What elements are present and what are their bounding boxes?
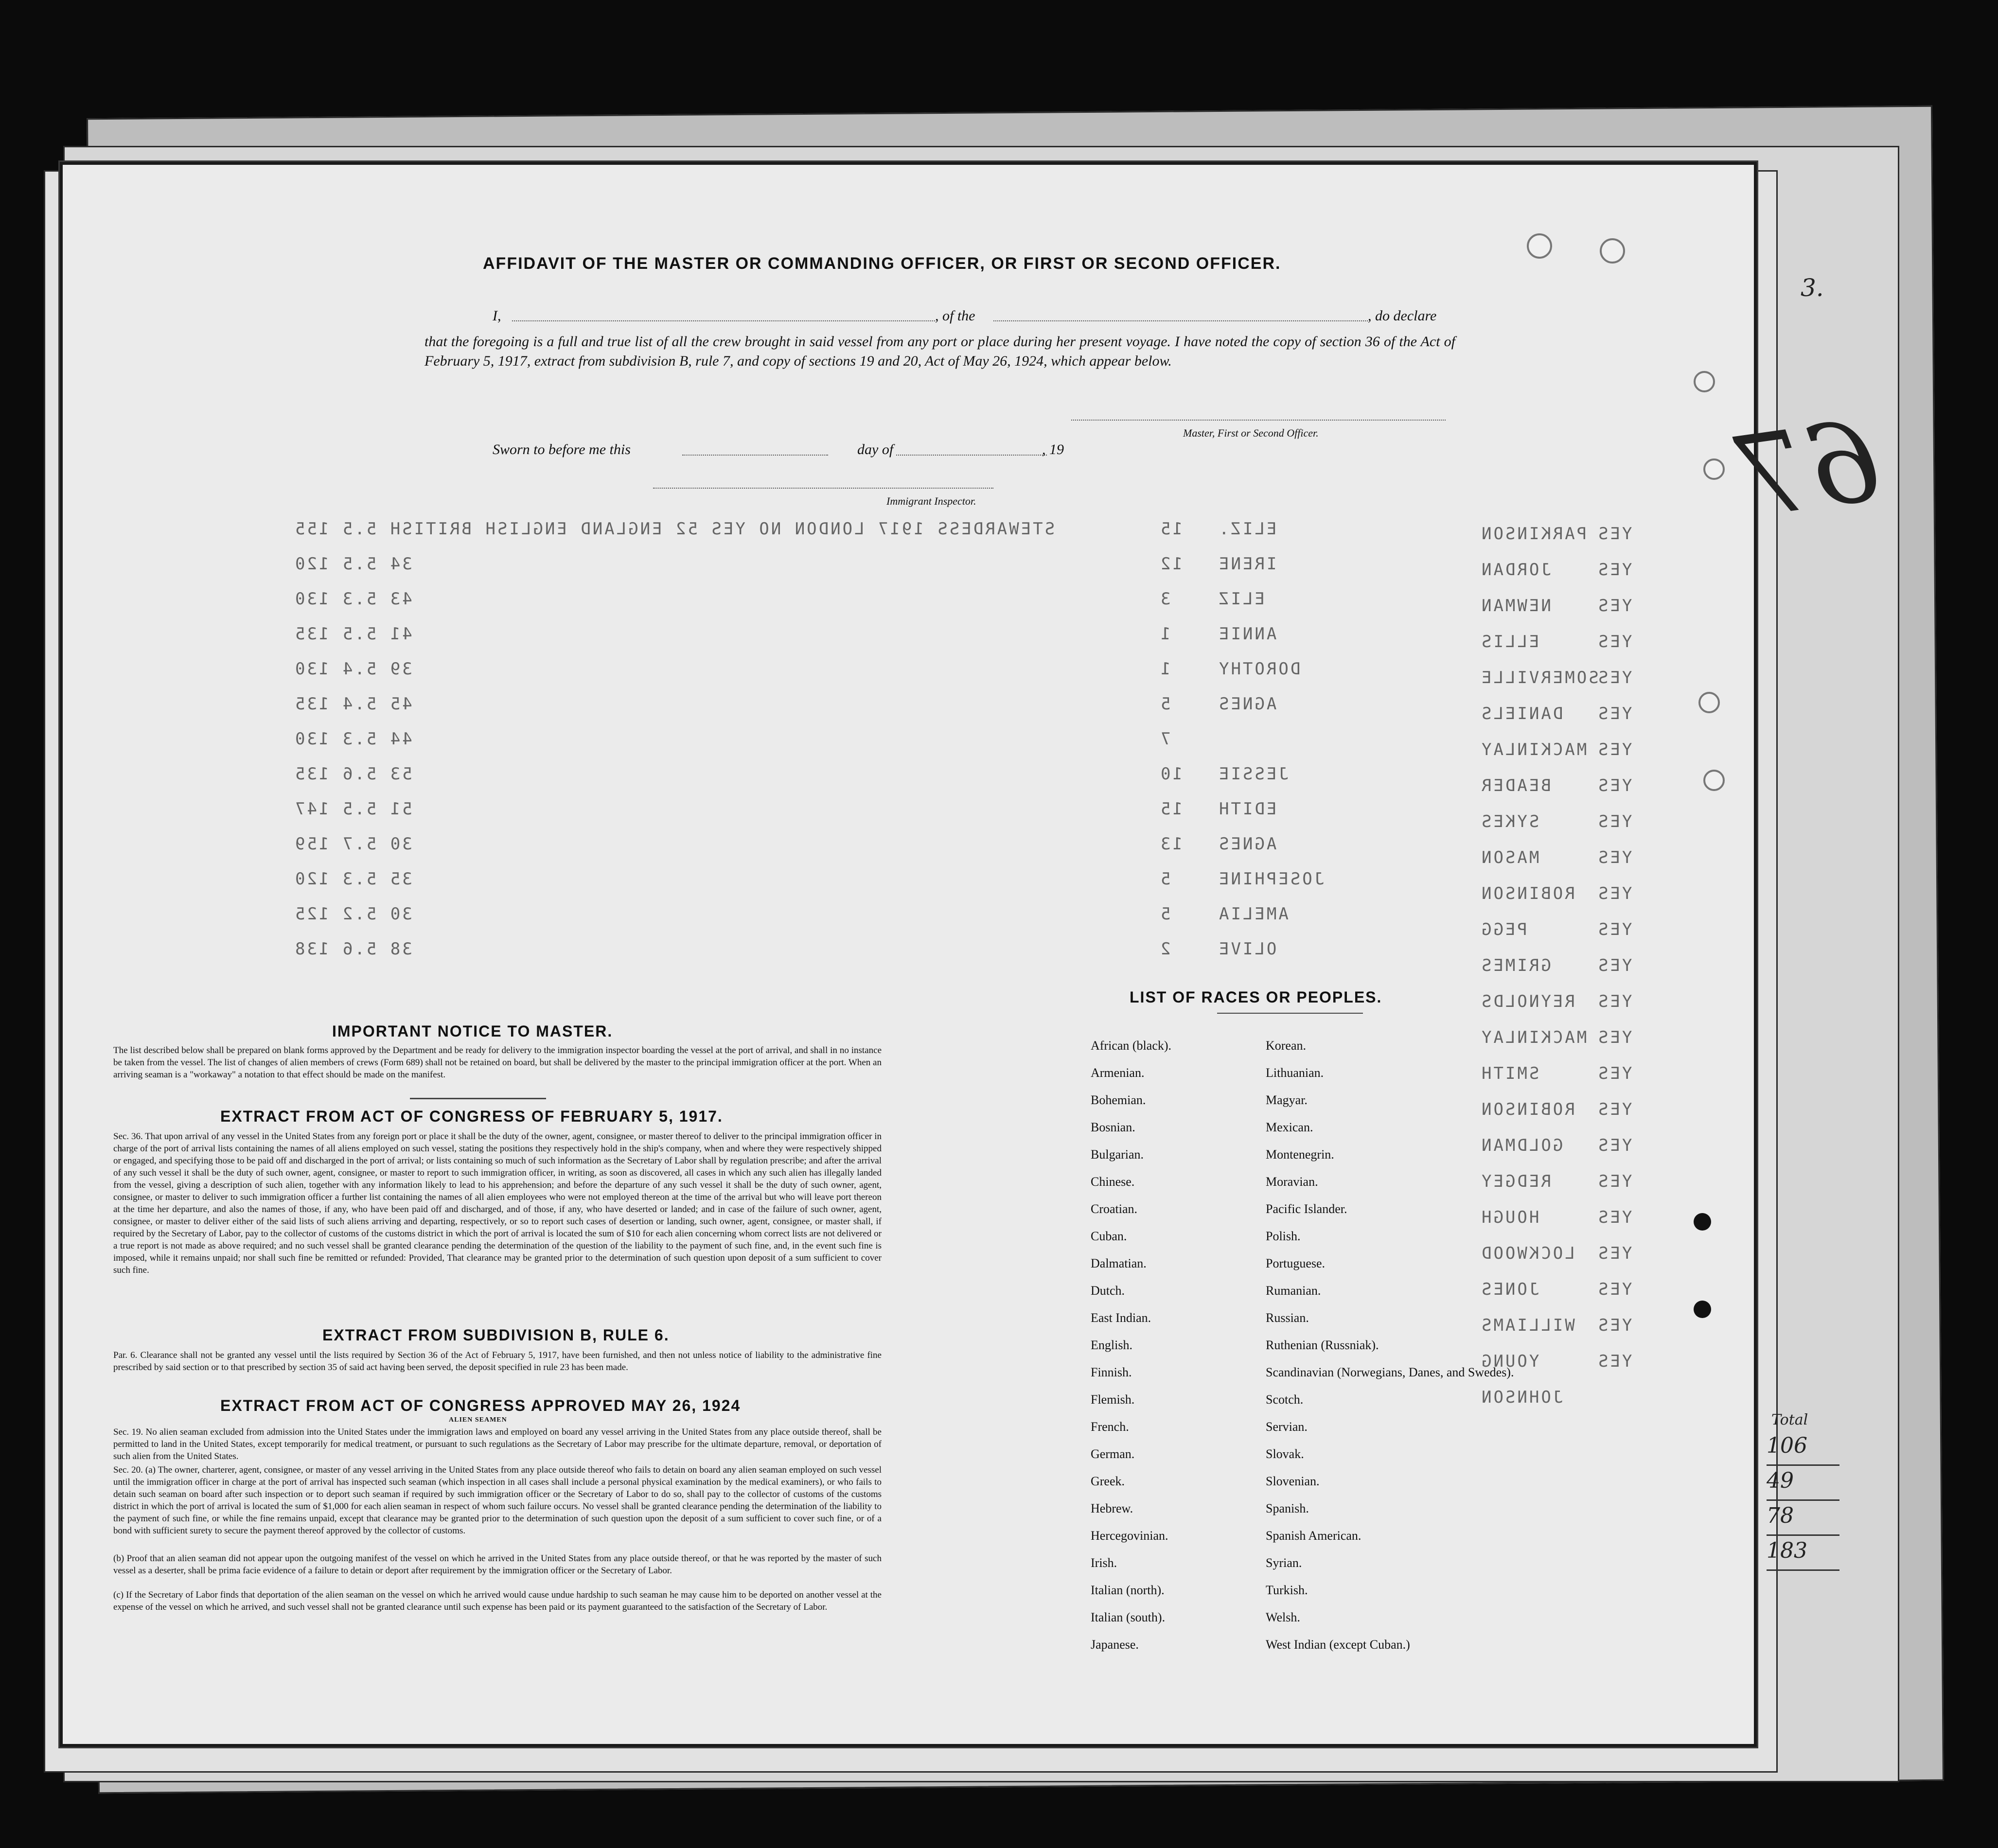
typed-yes: YES (1596, 1280, 1632, 1299)
crew-typed-values: 43 5.3 130 (293, 589, 412, 609)
race-item: Bulgarian. (1091, 1147, 1144, 1162)
sworn-text: Sworn to before me this (493, 441, 631, 458)
race-item: Bohemian. (1091, 1093, 1146, 1107)
tally-value: 49 (1767, 1468, 1839, 1501)
typed-yes: YES (1596, 1244, 1632, 1263)
typed-yes: YES (1596, 668, 1632, 687)
divider (1217, 1013, 1363, 1014)
typed-yes: YES (1596, 992, 1632, 1011)
race-item: Servian. (1266, 1420, 1308, 1434)
crew-typed-firstname: OLIVE (1217, 939, 1277, 959)
race-item: Bosnian. (1091, 1120, 1135, 1134)
crew-typed-count: 1 (1159, 659, 1171, 679)
typed-yes: YES (1596, 596, 1632, 616)
race-item: Slovenian. (1266, 1474, 1320, 1488)
crew-typed-values: 30 5.7 159 (293, 834, 412, 854)
signature-line[interactable] (1071, 420, 1446, 421)
extract-rule6-text: Par. 6. Clearance shall not be granted any vessel until the lists required by Section 36 of the Act of February 5, 1917, have been furnished, and then not unless notice of liability to the administrative fine prescribed by said section or to that prescribed by section 35 of said act having been served, the deposit specified in rule 23 has been made. (113, 1350, 882, 1373)
crew-typed-count: 1 (1159, 624, 1171, 644)
race-item: Ruthenian (Russniak). (1266, 1338, 1379, 1352)
tally-value: 78 (1767, 1503, 1839, 1536)
crew-typed-firstname: EDITH (1217, 799, 1277, 819)
crew-typed-count: 3 (1159, 589, 1171, 609)
race-item: Moravian. (1266, 1175, 1318, 1189)
crew-typed-firstname: ANNIE (1217, 624, 1277, 644)
crew-typed-row (293, 834, 1363, 854)
binder-hole (1703, 458, 1725, 480)
race-item: Portuguese. (1266, 1256, 1326, 1270)
race-item: French. (1091, 1420, 1129, 1434)
crew-typed-count: 10 (1159, 764, 1183, 784)
typed-yes: YES (1596, 920, 1632, 939)
race-item: Chinese. (1091, 1175, 1135, 1189)
race-item: Pacific Islander. (1266, 1202, 1347, 1216)
crew-typed-row (293, 519, 1363, 539)
race-item: English. (1091, 1338, 1132, 1352)
race-item: Slovak. (1266, 1447, 1304, 1461)
extract-rule6-title: EXTRACT FROM SUBDIVISION B, RULE 6. (322, 1326, 670, 1344)
race-item: Dalmatian. (1091, 1256, 1147, 1270)
typed-surname: SMITH (1480, 1064, 1539, 1083)
typed-surname: REYNOLDS (1480, 992, 1575, 1011)
crew-typed-row (293, 904, 1363, 924)
binder-hole (1703, 770, 1725, 791)
crew-typed-row (293, 939, 1363, 959)
crew-typed-firstname: JESSIE (1217, 764, 1289, 784)
binder-hole (1600, 238, 1625, 264)
crew-typed-values: 35 5.3 120 (293, 869, 412, 889)
crew-typed-count: 5 (1159, 694, 1171, 714)
notice-text: The list described below shall be prepared on blank forms approved by the Department and be ready for delivery to the immigration inspector boarding the vessel at the port of arrival, and shall in no instance be taken from the vessel. The list of changes of alien members of crews (Form 689) shall not be retained on board, but shall be delivered by the master to the principal immigration officer at the port. When an arriving seaman is a "workaway" a notation to that effect should be made on the manifest. (113, 1045, 882, 1080)
crew-typed-values: 34 5.5 120 (293, 554, 412, 574)
day-of-text: day of (857, 441, 894, 458)
crew-typed-row (293, 659, 1363, 679)
typed-surname: BEADER (1480, 776, 1551, 795)
affidavit-of-the: , of the (935, 308, 975, 324)
race-item: Cuban. (1091, 1229, 1127, 1243)
race-item: Greek. (1091, 1474, 1125, 1488)
crew-typed-values: 30 5.2 125 (293, 904, 412, 924)
crew-typed-count: 12 (1159, 554, 1183, 574)
handwritten-number: 67 (1729, 395, 1888, 545)
typed-surname: ROBINSON (1480, 884, 1575, 903)
race-item: Montenegrin. (1266, 1147, 1334, 1162)
extract-1924-subtitle: ALIEN SEAMEN (449, 1416, 507, 1424)
affidavit-title: AFFIDAVIT OF THE MASTER OR COMMANDING OFFICER, OR FIRST OR SECOND OFFICER. (483, 254, 1281, 273)
crew-typed-firstname: ELIZ (1217, 589, 1265, 609)
name-blank[interactable] (512, 320, 935, 321)
race-item: Scotch. (1266, 1392, 1304, 1407)
crew-typed-values: 38 5.6 138 (293, 939, 412, 959)
typed-yes: YES (1596, 632, 1632, 651)
signature-label: Master, First or Second Officer. (1183, 427, 1319, 439)
vessel-blank[interactable] (993, 320, 1368, 321)
typed-yes: YES (1596, 1352, 1632, 1371)
crew-typed-values: STEWARDESS 1917 LONDON NO YES 52 ENGLAND ENGLISH BRITISH 5.5 155 (293, 519, 1055, 539)
crew-typed-values: 41 5.5 135 (293, 624, 412, 644)
month-blank[interactable] (896, 455, 1047, 456)
crew-typed-firstname: JOSEPHINE (1217, 869, 1325, 889)
race-item: East Indian. (1091, 1311, 1151, 1325)
typed-surname: LOCKWOOD (1480, 1244, 1575, 1263)
tally-value: 183 (1767, 1538, 1839, 1571)
crew-typed-firstname: AMELIA (1217, 904, 1289, 924)
crew-typed-firstname: ELIZ. (1217, 519, 1277, 539)
affidavit-body: that the foregoing is a full and true list of all the crew brought in said vessel from any port or place during her present voyage. I have noted the copy of section 36 of the Act of February 5, 1917, extract from subdivision B, rule 7, and copy of sections 19 and 20, Act of May 26, 1924, which appear below. (424, 334, 1455, 369)
race-item: Hercegovinian. (1091, 1529, 1168, 1543)
race-item: Rumanian. (1266, 1284, 1321, 1298)
typed-surname: WILLIAMS (1480, 1316, 1575, 1335)
typed-yes: YES (1596, 848, 1632, 867)
affidavit-i: I, (493, 308, 501, 324)
typed-surname: HOUGH (1480, 1208, 1539, 1227)
crew-typed-firstname: DOROTHY (1217, 659, 1301, 679)
race-item: West Indian (except Cuban.) (1266, 1637, 1410, 1652)
typed-surname: YOUNG (1480, 1352, 1539, 1371)
inspector-label: Immigrant Inspector. (886, 495, 976, 507)
race-item: Spanish American. (1266, 1529, 1361, 1543)
race-item: Irish. (1091, 1556, 1117, 1570)
typed-surname: REDGEY (1480, 1172, 1551, 1191)
typed-surname: ROBINSON (1480, 1100, 1575, 1119)
crew-typed-values: 44 5.3 130 (293, 729, 412, 749)
typed-yes: YES (1596, 524, 1632, 544)
crew-typed-count: 2 (1159, 939, 1171, 959)
tally-header: Total (1771, 1411, 1808, 1428)
race-item: Hebrew. (1091, 1501, 1133, 1515)
extract-1917-text: Sec. 36. That upon arrival of any vessel in the United States from any foreign port or place it shall be the duty of the owner, agent, consignee, or master thereof to deliver to the principal immigration officer in charge of the port of arrival lists containing the names of all aliens employed on such vessel, stating the positions they respectively hold in the ship's company, when and where they were respectively shipped or engaged, and specifying those to be paid off and discharged in the port of arrival; or lists containing so much of such information as the Secretary of Labor shall by regulation prescribe; and after the arrival of any such vessel it shall be the duty of such owner, agent, consignee, or master to report to such immigration officer, in writing, as soon as discovered, all cases in which any such alien has illegally landed from the vessel, giving a description of such alien, together with any information likely to lead to his apprehension; and before the departure of any such vessel it shall be the duty of such owner, agent, consignee, or master to deliver to such immigration officer a further list containing the names of all alien employees who were not employed thereon at the time of the arrival but who will leave port thereon at the time her departure, and also the names of those, if any, who have been paid off and discharged, and of those, if any, who have deserted or landed; and in case of the failure of such owner, agent, consignee, or master to deliver either of the said lists of such aliens arriving and departing, respectively, or so to report such cases of desertion or landing, such owner, agent, consignee, or master shall, if required by the Secretary of Labor, pay to the collector of customs of the customs district in which the port of arrival is located the sum of $10 for each alien concerning whom correct lists are not delivered or a true report is not made as above required; and no such vessel shall be granted clearance pending the determination of the question of the liability to the payment of such fine, and, in the event such fine is imposed, while it remains unpaid; nor shall such fine be remitted or refunded: Provided, That clearance may be granted prior to the determination of such question upon deposit of a sum sufficient to cover such fine. (113, 1131, 882, 1275)
typed-yes: YES (1596, 1100, 1632, 1119)
typed-surname: SOMERVILLE (1480, 668, 1599, 687)
typed-yes: YES (1596, 1316, 1632, 1335)
extract-1924-p4: (c) If the Secretary of Labor finds that deportation of the alien seaman on the vessel on which he arrived would cause undue hardship to such seaman he may cause him to be deported on another vessel at the expense of the vessel on which he arrived, and such vessel shall not be granted clearance until such expense has been paid or its payment guaranteed to the satisfaction of the Secretary of Labor. (113, 1590, 882, 1612)
crew-typed-row (293, 554, 1363, 574)
typed-yes: YES (1596, 1028, 1632, 1047)
crew-typed-values: 45 5.4 135 (293, 694, 412, 714)
typed-yes: YES (1596, 812, 1632, 831)
race-item: Russian. (1266, 1311, 1309, 1325)
typed-surname: GOLDMAN (1480, 1136, 1563, 1155)
typed-surname: MACKINLAY (1480, 1028, 1587, 1047)
crew-typed-row (293, 869, 1363, 889)
race-item: Turkish. (1266, 1583, 1308, 1597)
typed-yes: YES (1596, 1136, 1632, 1155)
race-item: Finnish. (1091, 1365, 1132, 1379)
binder-hole (1694, 371, 1715, 392)
race-item: Scandinavian (Norwegians, Danes, and Swedes). (1266, 1365, 1514, 1379)
typed-surname: JONES (1480, 1280, 1539, 1299)
extract-1924-title: EXTRACT FROM ACT OF CONGRESS APPROVED MAY 26, 1924 (220, 1397, 741, 1414)
race-item: Croatian. (1091, 1202, 1138, 1216)
affidavit-declare: , do declare (1368, 308, 1437, 324)
typed-surname: PARKINSON (1480, 524, 1587, 544)
crew-typed-count: 5 (1159, 869, 1171, 889)
race-item: Syrian. (1266, 1556, 1302, 1570)
extract-1924-p3: (b) Proof that an alien seaman did not appear upon the outgoing manifest of the vessel on which he arrived in the United States from any place outside thereof, or that he was reported by the master of such vessel as a deserter, shall be prima facie evidence of a failure to detain or deport after requirement by the immigration officer or the Secretary of Labor. (113, 1553, 882, 1576)
race-item: Italian (south). (1091, 1610, 1166, 1624)
crew-typed-count: 5 (1159, 904, 1171, 924)
crew-typed-count: 13 (1159, 834, 1183, 854)
race-item: Korean. (1266, 1038, 1307, 1053)
typed-yes: YES (1596, 1064, 1632, 1083)
year-text: , 19 (1042, 441, 1064, 458)
race-item: Spanish. (1266, 1501, 1309, 1515)
typed-yes: YES (1596, 560, 1632, 580)
crew-typed-count: 7 (1159, 729, 1171, 749)
race-item: Lithuanian. (1266, 1066, 1324, 1080)
punch-hole (1694, 1301, 1711, 1318)
race-item: African (black). (1091, 1038, 1172, 1053)
crew-typed-row (293, 624, 1363, 644)
crew-typed-row (293, 799, 1363, 819)
typed-yes: YES (1596, 704, 1632, 723)
tally-value: 106 (1767, 1433, 1839, 1466)
typed-surname: JORDAN (1480, 560, 1551, 580)
race-item: German. (1091, 1447, 1135, 1461)
divider (410, 1098, 546, 1099)
races-title: LIST OF RACES OR PEOPLES. (1130, 988, 1382, 1006)
typed-yes: YES (1596, 1172, 1632, 1191)
crew-typed-row (293, 764, 1363, 784)
typed-surname: MASON (1480, 848, 1539, 867)
typed-surname: DANIELS (1480, 704, 1563, 723)
handwritten-mark: 3. (1801, 274, 1824, 302)
race-item: Dutch. (1091, 1284, 1125, 1298)
binder-hole (1698, 692, 1720, 713)
typed-surname: GRIMES (1480, 956, 1551, 975)
typed-yes: YES (1596, 740, 1632, 759)
binder-hole (1527, 233, 1552, 259)
race-item: Japanese. (1091, 1637, 1139, 1652)
crew-typed-row (293, 694, 1363, 714)
notice-title: IMPORTANT NOTICE TO MASTER. (332, 1022, 613, 1040)
crew-typed-firstname: AGNES (1217, 834, 1277, 854)
race-item: Flemish. (1091, 1392, 1135, 1407)
crew-typed-row (293, 729, 1363, 749)
race-item: Magyar. (1266, 1093, 1308, 1107)
extract-1924-p1: Sec. 19. No alien seaman excluded from admission into the United States under the immigration laws and employed on board any vessel arriving in the United States from any place outside thereof, shall be permitted to land in the United States, except temporarily for medical treatment, or pursuant to such regulations as the Secretary of Labor may prescribe for the ultimate departure, removal, or deportation of such alien from the United States. (113, 1427, 882, 1461)
crew-typed-values: 51 5.5 147 (293, 799, 412, 819)
typed-yes: YES (1596, 884, 1632, 903)
crew-typed-count: 15 (1159, 799, 1183, 819)
typed-surname: PEGG (1480, 920, 1527, 939)
punch-hole (1694, 1213, 1711, 1231)
race-item: Polish. (1266, 1229, 1301, 1243)
typed-surname: JOHNSON (1480, 1388, 1563, 1407)
typed-surname: MACKINLAY (1480, 740, 1587, 759)
typed-yes: YES (1596, 1208, 1632, 1227)
typed-surname: ELLIS (1480, 632, 1539, 651)
crew-typed-values: 53 5.6 135 (293, 764, 412, 784)
race-item: Welsh. (1266, 1610, 1300, 1624)
crew-typed-count: 15 (1159, 519, 1183, 539)
crew-typed-row (293, 589, 1363, 609)
typed-yes: YES (1596, 956, 1632, 975)
typed-surname: NEWMAN (1480, 596, 1551, 616)
crew-typed-values: 39 5.4 130 (293, 659, 412, 679)
inspector-line[interactable] (653, 488, 993, 489)
race-item: Armenian. (1091, 1066, 1145, 1080)
sworn-day-blank[interactable] (682, 455, 828, 456)
typed-yes: YES (1596, 776, 1632, 795)
extract-1917-title: EXTRACT FROM ACT OF CONGRESS OF FEBRUARY 5, 1917. (220, 1108, 723, 1125)
manifest-page (58, 160, 1888, 1748)
race-item: Mexican. (1266, 1120, 1313, 1134)
crew-typed-firstname: AGNES (1217, 694, 1277, 714)
typed-surname: SYKES (1480, 812, 1539, 831)
race-item: Italian (north). (1091, 1583, 1165, 1597)
crew-typed-firstname: IRENE (1217, 554, 1277, 574)
extract-1924-p2: Sec. 20. (a) The owner, charterer, agent, consignee, or master of any vessel arriving in the United States from any place outside thereof who fails to detain on board any alien seaman employed on such vessel until the immigration officer in charge at the port of arrival has inspected such seaman (which inspection in all cases shall include a personal physical examination by the medical examiners), or who fails to detain such seaman on board after such inspection or to deport such seaman if required by such immigration officer or the Secretary of Labor to do so, shall pay to the collector of customs of the customs district in which the port of arrival is located the sum of $1,000 for each alien seaman in respect of whom such failure occurs. No vessel shall be granted clearance pending the determination of the liability to the payment of such fine, or while the fine remains unpaid, except that clearance may be granted prior to the determination of such question upon the deposit of a sum sufficient to cover such fine, or of a bond with sufficient surety to secure the payment thereof approved by the collector of customs. (113, 1465, 882, 1536)
